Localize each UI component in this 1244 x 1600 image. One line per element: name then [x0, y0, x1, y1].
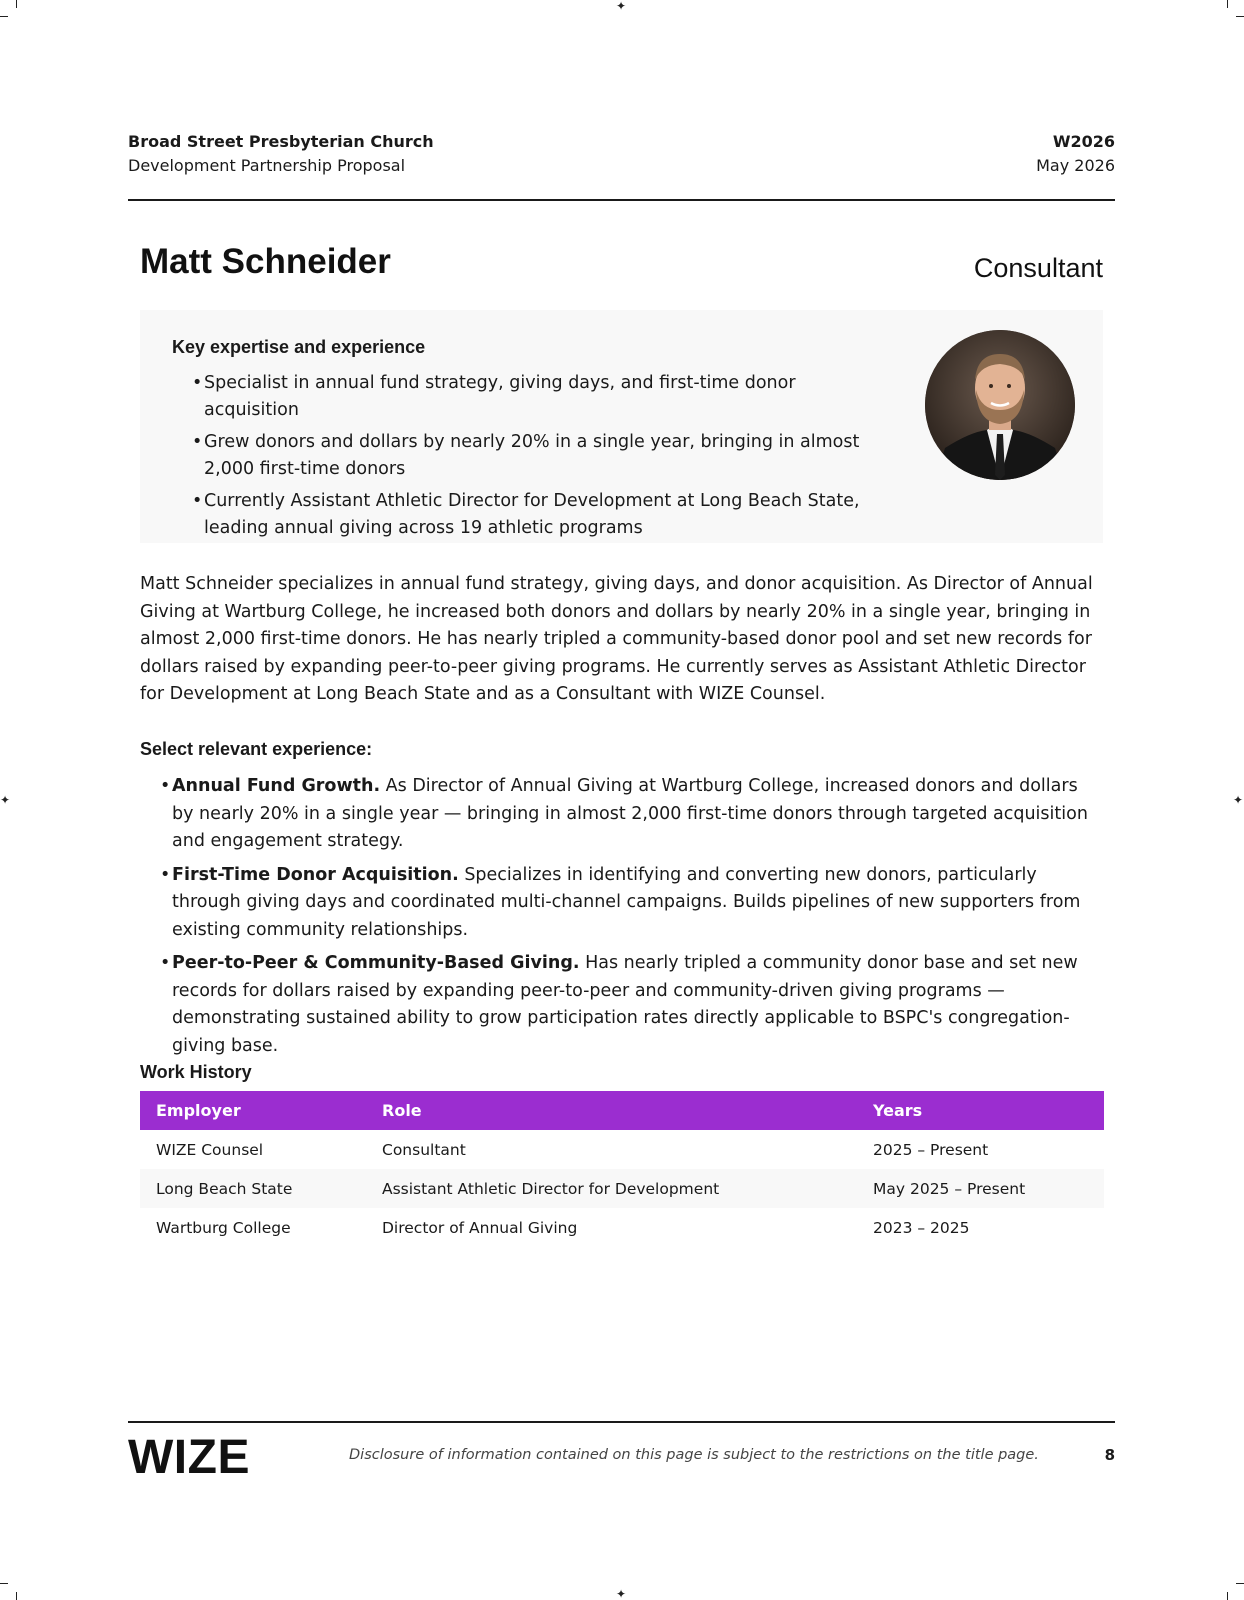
header-left: [128, 130, 434, 178]
expertise-box: [140, 310, 1103, 543]
page-header: [128, 130, 1115, 201]
crop-mark-bottom-left-h: [0, 1583, 8, 1584]
experience-item-lead: Peer-to-Peer & Community-Based Giving.: [172, 953, 580, 973]
bullet-icon: •: [192, 432, 203, 452]
list-item: [192, 488, 882, 542]
avatar: [925, 330, 1075, 480]
experience-item-lead: First-Time Donor Acquisition.: [172, 864, 459, 885]
page-footer: [128, 1421, 1115, 1484]
table-header-row: [140, 1091, 1104, 1130]
table-row: [140, 1169, 1104, 1208]
page-number: 8: [1104, 1446, 1115, 1464]
experience-item-text: As Director of Annual Giving at Wartburg College, increased donors and dollars by nearly 20% in a single year — bringing in almost 2,000 first-time donors through targeted acquisition and engagement strategy.: [172, 776, 1088, 851]
table-row: [140, 1130, 1104, 1169]
list-item: [160, 773, 1100, 856]
experience-title: Select relevant experience:: [140, 739, 373, 759]
wize-logo: WIZE: [128, 1431, 250, 1484]
expertise-item-text: Currently Assistant Athletic Director for Development at Long Beach State, leading annual giving across 19 athletic programs: [204, 491, 860, 538]
registration-mark-right: ✦: [1233, 793, 1244, 807]
cell-years: 2025 – Present: [873, 1140, 989, 1159]
experience-item-text: Specializes in identifying and converting new donors, particularly through giving days and coordinated multi-channel campaigns. Builds pipelines of new supporters from existing community relationships.: [172, 864, 1081, 940]
crop-mark-bottom-left-v: [16, 1592, 17, 1600]
column-header-years: Years: [857, 1091, 1104, 1130]
cell-role: Consultant: [382, 1140, 466, 1159]
expertise-title: Key expertise and experience: [172, 337, 426, 357]
list-item: [160, 862, 1100, 945]
work-history-table: [140, 1091, 1104, 1247]
crop-mark-top-right-h: [1236, 16, 1244, 17]
table-row: [140, 1208, 1104, 1247]
expertise-item-text: Grew donors and dollars by nearly 20% in a single year, bringing in almost 2,000 first-time donors: [204, 432, 860, 479]
experience-item-text: Has nearly tripled a community donor base and set new records for dollars raised by expanding peer-to-peer and community-driven giving programs — demonstrating sustained ability to grow participation rates directly applicable to BSPC's congregation-giving base.: [172, 953, 1078, 1056]
list-item: [192, 370, 882, 424]
cell-employer: Long Beach State: [140, 1169, 366, 1208]
crop-mark-top-left-v: [16, 0, 17, 8]
cell-employer: Wartburg College: [156, 1218, 291, 1237]
cell-role: Director of Annual Giving: [382, 1218, 578, 1237]
cell-role: Assistant Athletic Director for Development: [366, 1169, 857, 1208]
crop-mark-bottom-right-h: [1236, 1583, 1244, 1584]
experience-list: [160, 773, 1100, 1066]
experience-item-lead: Annual Fund Growth.: [172, 776, 381, 796]
bullet-icon: •: [192, 373, 203, 393]
work-history-title: Work History: [140, 1062, 252, 1082]
bullet-icon: •: [192, 491, 203, 511]
list-item: [160, 950, 1100, 1060]
disclosure-note: Disclosure of information contained on this page is subject to the restrictions on the title page.: [349, 1447, 1039, 1463]
crop-mark-bottom-right-v: [1227, 1592, 1228, 1600]
expertise-item-text: Specialist in annual fund strategy, giving days, and first-time donor acquisition: [204, 373, 796, 420]
consultant-name: Matt Schneider: [140, 242, 391, 281]
registration-mark-bottom: ✦: [616, 1587, 627, 1600]
registration-mark-left: ✦: [0, 793, 11, 807]
bullet-icon: •: [160, 864, 171, 885]
portrait-photo: [925, 330, 1075, 480]
bullet-icon: •: [160, 776, 171, 796]
org-name: Broad Street Presbyterian Church: [128, 132, 434, 151]
header-right: [1036, 130, 1115, 178]
consultant-role: Consultant: [973, 253, 1103, 283]
cell-years: May 2025 – Present: [857, 1169, 1104, 1208]
doc-date: May 2026: [1036, 156, 1115, 175]
registration-mark-top: ✦: [616, 0, 627, 13]
crop-mark-top-left-h: [0, 16, 8, 17]
expertise-list: [192, 370, 882, 547]
doc-subtitle: Development Partnership Proposal: [128, 156, 406, 175]
cell-years: 2023 – 2025: [873, 1218, 970, 1237]
crop-mark-top-right-v: [1227, 0, 1228, 8]
doc-code: W2026: [1052, 132, 1115, 151]
bullet-icon: •: [160, 953, 171, 973]
column-header-role: Role: [366, 1091, 857, 1130]
bio-paragraph: Matt Schneider specializes in annual fund strategy, giving days, and donor acquisition. As Director of Annual Giving at Wartburg College, he increased both donors and dollars by nearly 20% in a single year, bringing in almost 2,000 first-time donors. He has nearly tripled a community-based donor pool and set new records for dollars raised by expanding peer-to-peer giving programs. He currently serves as Assistant Athletic Director for Development at Long Beach State and as a Consultant with WIZE Counsel.: [140, 574, 1093, 704]
column-header-employer: Employer: [140, 1091, 366, 1130]
cell-employer: WIZE Counsel: [156, 1140, 264, 1159]
list-item: [192, 429, 882, 483]
